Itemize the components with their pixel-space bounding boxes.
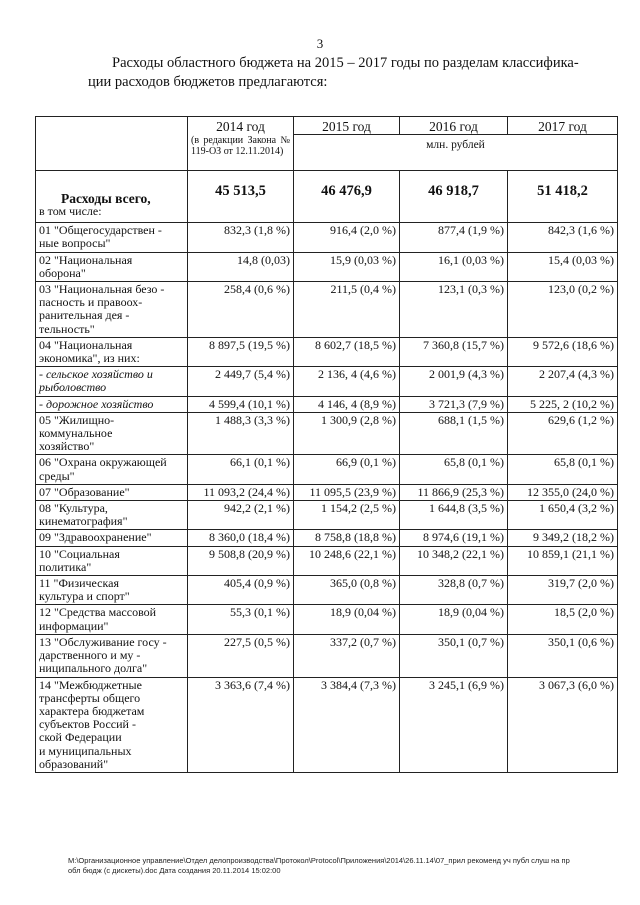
section-name-line: трансферты общего [39, 690, 141, 705]
section-name-line: ные вопросы" [39, 236, 111, 251]
value-2017: 3 067,3 (6,0 %) [508, 677, 618, 772]
value-2016: 65,8 (0,1 %) [400, 455, 508, 484]
value-2017: 1 650,4 (3,2 %) [508, 501, 618, 530]
section-name-line: пасность и правоох- [39, 295, 143, 310]
value-2015: 15,9 (0,03 %) [294, 252, 400, 281]
page-number: 3 [316, 36, 324, 51]
section-name-line: рыболовство [39, 380, 107, 395]
value-2016: 688,1 (1,5 %) [400, 412, 508, 455]
row-section-name [36, 455, 188, 484]
year-2015-header [294, 117, 400, 135]
table-row [36, 396, 618, 412]
section-name-line: ниципального долга" [39, 661, 148, 676]
value-2015: 1 154,2 (2,5 %) [294, 501, 400, 530]
row-section-name [36, 396, 188, 412]
row-section-name [36, 634, 188, 677]
footer-line-2: обл бюдж (с дискеты).doc Дата создания 20.11.2014 15:02:00 [68, 866, 281, 875]
value-2016: 10 348,2 (22,1 %) [400, 546, 508, 575]
value-2017: 9 572,6 (18,6 %) [508, 337, 618, 366]
section-name-line: 11 "Физическая [39, 576, 119, 591]
year-2014-note: (в редакции Закона № 119-ОЗ от 12.11.2014) [191, 135, 290, 158]
value-2015: 11 095,5 (23,9 %) [294, 484, 400, 500]
intro-line-2: ции расходов бюджетов предлагаются: [88, 74, 328, 90]
section-name-line: 06 "Охрана окружающей [39, 455, 167, 470]
section-name-line: 03 "Национальная безо - [39, 282, 165, 297]
value-2015: 18,9 (0,04 %) [294, 605, 400, 634]
value-2015: 2 136, 4 (4,6 %) [294, 367, 400, 396]
value-2016: 877,4 (1,9 %) [400, 223, 508, 252]
section-name-line: экономика", из них: [39, 351, 140, 366]
table-row [36, 223, 618, 252]
value-2017: 319,7 (2,0 %) [508, 576, 618, 605]
intro-line-1: Расходы областного бюджета на 2015 – 2017 годы по разделам классифика- [112, 55, 579, 71]
row-section-name [36, 530, 188, 546]
section-name-line: - дорожное хозяйство [39, 396, 154, 411]
section-name-line: оборона" [39, 265, 86, 280]
table-row [36, 412, 618, 455]
section-name-line: 02 "Национальная [39, 252, 133, 267]
section-name-line: 10 "Социальная [39, 546, 120, 561]
section-name-line: дарственного и му - [39, 648, 141, 663]
value-2014: 11 093,2 (24,4 %) [188, 484, 294, 500]
total-row [36, 171, 618, 223]
value-2014: 3 363,6 (7,4 %) [188, 677, 294, 772]
value-2016: 16,1 (0,03 %) [400, 252, 508, 281]
table-row [36, 252, 618, 281]
row-section-name [36, 605, 188, 634]
row-section-name [36, 546, 188, 575]
budget-table [35, 116, 618, 773]
value-2016: 7 360,8 (15,7 %) [400, 337, 508, 366]
value-2015: 365,0 (0,8 %) [294, 576, 400, 605]
file-path-footer [68, 856, 628, 876]
value-2014: 2 449,7 (5,4 %) [188, 367, 294, 396]
unit-label: млн. рублей [294, 135, 618, 171]
value-2014: 66,1 (0,1 %) [188, 455, 294, 484]
total-2016: 46 918,7 [400, 171, 508, 223]
row-section-name [36, 367, 188, 396]
total-2017: 51 418,2 [508, 171, 618, 223]
value-2016: 1 644,8 (3,5 %) [400, 501, 508, 530]
value-2016: 3 245,1 (6,9 %) [400, 677, 508, 772]
value-2014: 8 360,0 (18,4 %) [188, 530, 294, 546]
section-name-line: 05 "Жилищно- [39, 412, 115, 427]
table-row [36, 576, 618, 605]
table-row [36, 337, 618, 366]
section-name-line: ской Федерации [39, 730, 122, 745]
intro-paragraph [88, 54, 604, 92]
value-2015: 916,4 (2,0 %) [294, 223, 400, 252]
section-name-line: информации" [39, 618, 109, 633]
section-name-line: субъектов Россий - [39, 717, 136, 732]
value-2017: 15,4 (0,03 %) [508, 252, 618, 281]
total-label-cell [36, 171, 188, 223]
value-2015: 8 758,8 (18,8 %) [294, 530, 400, 546]
table-row [36, 677, 618, 772]
value-2015: 1 300,9 (2,8 %) [294, 412, 400, 455]
table-row [36, 605, 618, 634]
section-name-line: и муниципальных [39, 743, 132, 758]
value-2016: 3 721,3 (7,9 %) [400, 396, 508, 412]
value-2017: 350,1 (0,6 %) [508, 634, 618, 677]
value-2016: 328,8 (0,7 %) [400, 576, 508, 605]
value-2014: 405,4 (0,9 %) [188, 576, 294, 605]
section-name-line: 07 "Образование" [39, 484, 130, 499]
total-2014: 45 513,5 [188, 171, 294, 223]
value-2014: 832,3 (1,8 %) [188, 223, 294, 252]
year-2017-header [508, 117, 618, 135]
table-row [36, 530, 618, 546]
value-2014: 8 897,5 (19,5 %) [188, 337, 294, 366]
value-2017: 18,5 (2,0 %) [508, 605, 618, 634]
section-name-line: культура и спорт" [39, 589, 130, 604]
section-name-line: 14 "Межбюджетные [39, 677, 142, 692]
value-2017: 629,6 (1,2 %) [508, 412, 618, 455]
value-2016: 350,1 (0,7 %) [400, 634, 508, 677]
row-section-name [36, 484, 188, 500]
row-section-name [36, 576, 188, 605]
value-2014: 14,8 (0,03) [188, 252, 294, 281]
value-2017: 12 355,0 (24,0 %) [508, 484, 618, 500]
section-name-line: политика" [39, 559, 92, 574]
value-2017: 10 859,1 (21,1 %) [508, 546, 618, 575]
value-2017: 2 207,4 (4,3 %) [508, 367, 618, 396]
value-2015: 3 384,4 (7,3 %) [294, 677, 400, 772]
year-2017-label: 2017 год [538, 119, 587, 134]
year-2014-header [188, 117, 294, 171]
section-name-line: среды" [39, 468, 75, 483]
table-row [36, 634, 618, 677]
table-row [36, 282, 618, 338]
section-name-line: - сельское хозяйство и [39, 367, 153, 382]
value-2015: 10 248,6 (22,1 %) [294, 546, 400, 575]
section-name-line: ранительная дея - [39, 308, 130, 323]
year-2015-label: 2015 год [322, 119, 371, 134]
section-name-line: коммунальное [39, 426, 113, 441]
value-2017: 842,3 (1,6 %) [508, 223, 618, 252]
table-row [36, 367, 618, 396]
section-name-line: 04 "Национальная [39, 337, 133, 352]
value-2014: 942,2 (2,1 %) [188, 501, 294, 530]
row-section-name [36, 677, 188, 772]
value-2017: 5 225, 2 (10,2 %) [508, 396, 618, 412]
row-section-name [36, 337, 188, 366]
section-name-line: тельность" [39, 321, 95, 336]
value-2016: 18,9 (0,04 %) [400, 605, 508, 634]
value-2014: 1 488,3 (3,3 %) [188, 412, 294, 455]
value-2017: 123,0 (0,2 %) [508, 282, 618, 338]
section-name-line: образований" [39, 756, 109, 771]
value-2016: 11 866,9 (25,3 %) [400, 484, 508, 500]
value-2015: 337,2 (0,7 %) [294, 634, 400, 677]
header-blank-cell [36, 117, 188, 171]
value-2015: 8 602,7 (18,5 %) [294, 337, 400, 366]
section-name-line: 12 "Средства массовой [39, 605, 157, 620]
total-label: Расходы всего, [61, 191, 151, 207]
section-name-line: характера бюджетам [39, 703, 145, 718]
value-2014: 9 508,8 (20,9 %) [188, 546, 294, 575]
table-row [36, 501, 618, 530]
value-2015: 66,9 (0,1 %) [294, 455, 400, 484]
header-row [36, 117, 618, 135]
section-name-line: хозяйство" [39, 439, 95, 454]
value-2016: 8 974,6 (19,1 %) [400, 530, 508, 546]
value-2015: 4 146, 4 (8,9 %) [294, 396, 400, 412]
section-name-line: 09 "Здравоохранение" [39, 530, 152, 545]
year-2016-label: 2016 год [429, 119, 478, 134]
row-section-name [36, 412, 188, 455]
value-2014: 55,3 (0,1 %) [188, 605, 294, 634]
total-2015: 46 476,9 [294, 171, 400, 223]
row-section-name [36, 282, 188, 338]
value-2016: 2 001,9 (4,3 %) [400, 367, 508, 396]
total-sublabel: в том числе: [39, 204, 102, 219]
value-2016: 123,1 (0,3 %) [400, 282, 508, 338]
footer-line-1: М:\Организационное управление\Отдел делопроизводства\Протокол\Protocol\Приложения\2014\26.11.14\07_прил рекоменд уч публ слуш на пр [68, 856, 570, 865]
row-section-name [36, 501, 188, 530]
value-2014: 4 599,4 (10,1 %) [188, 396, 294, 412]
year-2014-label: 2014 год [216, 119, 265, 134]
table-row [36, 455, 618, 484]
value-2015: 211,5 (0,4 %) [294, 282, 400, 338]
value-2017: 9 349,2 (18,2 %) [508, 530, 618, 546]
section-name-line: 13 "Обслуживание госу - [39, 634, 167, 649]
table-row [36, 484, 618, 500]
table-row [36, 546, 618, 575]
section-name-line: 08 "Культура, [39, 501, 108, 516]
row-section-name [36, 252, 188, 281]
row-section-name [36, 223, 188, 252]
value-2017: 65,8 (0,1 %) [508, 455, 618, 484]
value-2014: 258,4 (0,6 %) [188, 282, 294, 338]
year-2016-header [400, 117, 508, 135]
value-2014: 227,5 (0,5 %) [188, 634, 294, 677]
section-name-line: 01 "Общегосударствен - [39, 223, 162, 238]
section-name-line: кинематография" [39, 514, 128, 529]
